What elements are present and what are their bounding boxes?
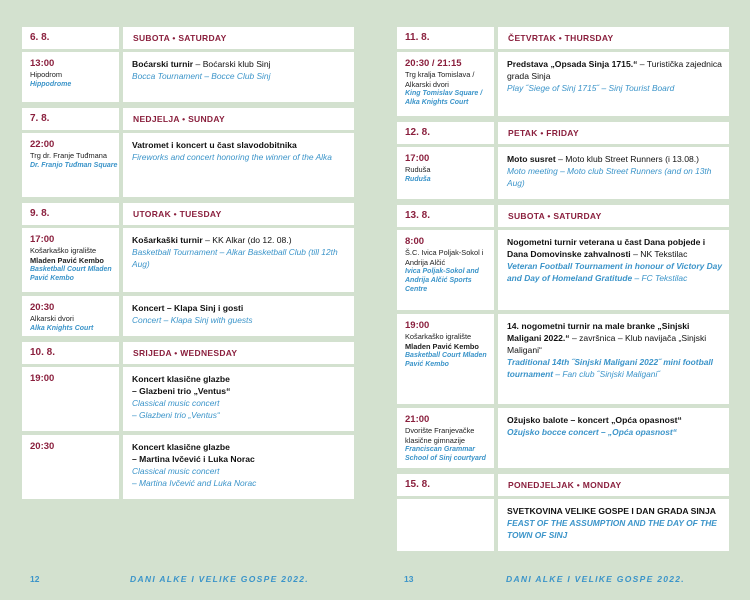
- event-when-where: [22, 435, 119, 499]
- event-row: [397, 52, 729, 116]
- day-name: UTORAK • TUESDAY: [123, 203, 354, 225]
- event-organizer-en: – Sinj Tourist Board: [599, 83, 675, 93]
- event-description: [498, 314, 729, 404]
- event-row: [397, 147, 729, 199]
- day-date: 12. 8.: [397, 122, 494, 144]
- footer-title: DANI ALKE I VELIKE GOSPE 2022.: [130, 574, 309, 584]
- event-time: 20:30: [30, 441, 55, 452]
- event-title-en: Traditional 14th ˝Sinjski Maligani 2022˝ mini football tournament: [507, 357, 714, 379]
- event-organizer-en: – FC Tekstilac: [632, 273, 688, 283]
- event-location: Hipodrom: [30, 70, 63, 79]
- event-when-where: [22, 52, 119, 102]
- event-organizer: – Turistička zajednica grada Sinja: [507, 59, 722, 81]
- event-when-where: [397, 499, 494, 551]
- event-location: Trg dr. Franje Tuđmana: [30, 151, 107, 160]
- event-time: 13:00: [30, 58, 55, 69]
- event-organizer: – Glazbeni trio „Ventus“: [132, 386, 231, 396]
- event-row: [22, 296, 354, 336]
- day-header: [397, 27, 729, 49]
- event-title-en: Fireworks and concert honoring the winner of the Alka: [132, 152, 332, 162]
- event-description: [498, 230, 729, 310]
- event-location: Alkarski dvori: [30, 314, 74, 323]
- event-time: 17:00: [405, 153, 430, 164]
- day-date: 7. 8.: [22, 108, 119, 130]
- event-title: Predstava „Opsada Sinja 1715.“: [507, 59, 638, 69]
- event-row: [22, 52, 354, 102]
- page-number: 13: [404, 574, 414, 584]
- day-name: PETAK • FRIDAY: [498, 122, 729, 144]
- day-name: SUBOTA • SATURDAY: [123, 27, 354, 49]
- event-time: 20:30 / 21:15: [405, 58, 462, 69]
- event-title: Koncert: [132, 303, 165, 313]
- event-time: 17:00: [30, 234, 55, 245]
- event-title: Nogometni turnir veterana u čast Dana pobjede i Dana Domovinske zahvalnosti: [507, 237, 706, 259]
- event-title: Koncert klasične glazbe: [132, 442, 230, 452]
- event-location: Košarkaško igralište: [405, 332, 472, 341]
- day-header: [22, 27, 354, 49]
- event-title: Košarkaški turnir: [132, 235, 203, 245]
- event-title-en: Play ˝Siege of Sinj 1715˝: [507, 83, 600, 93]
- event-organizer: – Martina Ivčević i Luka Norac: [132, 454, 255, 464]
- event-location-en: Hippodrome: [30, 80, 72, 88]
- event-row: [22, 228, 354, 292]
- event-organizer-en: – „Opća opasnost“: [598, 427, 677, 437]
- event-title: Ožujsko balote: [507, 415, 569, 425]
- event-description: [123, 296, 354, 336]
- event-row: [22, 133, 354, 197]
- event-organizer-en: – Alkar Basketball Club (till 12th Aug): [132, 247, 338, 269]
- event-organizer-en: – Glazbeni trio „Ventus“: [132, 410, 220, 420]
- event-description: [498, 52, 729, 116]
- event-description: [498, 408, 729, 468]
- left-page: [22, 27, 354, 503]
- day-header: [397, 122, 729, 144]
- event-row: [397, 314, 729, 404]
- event-row: [22, 435, 354, 499]
- page-number: 12: [30, 574, 40, 584]
- footer-right-title: [506, 574, 685, 584]
- event-location: Košarkaško igralište: [30, 246, 97, 255]
- event-row: [397, 499, 729, 551]
- event-title-en: Moto meeting: [507, 166, 558, 176]
- event-organizer: – Boćarski klub Sinj: [193, 59, 271, 69]
- event-description: [498, 147, 729, 199]
- event-time: 19:00: [30, 373, 55, 384]
- event-when-where: [397, 147, 494, 199]
- event-location: Trg kralja Tomislava / Alkarski dvori: [405, 70, 475, 89]
- footer-left: [30, 574, 39, 584]
- event-organizer-en: – Klapa Sinj with guests: [161, 315, 253, 325]
- event-time: 19:00: [405, 320, 430, 331]
- event-time: 22:00: [30, 139, 55, 150]
- day-date: 15. 8.: [397, 474, 494, 496]
- event-title: 14. nogometni turnir na male branke „Sinjski Maligani 2022.“: [507, 321, 690, 343]
- event-title: Koncert klasične glazbe: [132, 374, 230, 384]
- day-date: 11. 8.: [397, 27, 494, 49]
- event-location-en: Dr. Franjo Tuđman Square: [30, 161, 118, 169]
- event-when-where: [397, 230, 494, 310]
- event-title-en: Concert: [132, 315, 162, 325]
- event-organizer-en: – Fan club ˝Sinjski Maligani˝: [553, 369, 661, 379]
- event-location-en: Franciscan Grammar School of Sinj courtyard: [405, 446, 486, 462]
- day-date: 13. 8.: [397, 205, 494, 227]
- event-organizer: – NK Tekstilac: [630, 249, 688, 259]
- event-location: Š.C. Ivica Poljak-Sokol i Andrija Alčić: [405, 248, 484, 267]
- event-time: 8:00: [405, 236, 425, 247]
- day-name: PONEDJELJAK • MONDAY: [498, 474, 729, 496]
- event-when-where: [397, 408, 494, 468]
- event-organizer: – Moto klub Street Runners (i 13.08.): [555, 154, 700, 164]
- event-organizer: – Klapa Sinj i gosti: [164, 303, 244, 313]
- day-header: [22, 108, 354, 130]
- event-title: Boćarski turnir: [132, 59, 194, 69]
- event-location-name: Mladen Pavić Kembo: [30, 255, 104, 265]
- event-title-en: Basketball Tournament: [132, 247, 218, 257]
- event-location-en: King Tomislav Square / Alka Knights Court: [405, 90, 483, 106]
- day-date: 10. 8.: [22, 342, 119, 364]
- event-description: [123, 133, 354, 197]
- event-when-where: [22, 133, 119, 197]
- footer-right: [404, 574, 413, 584]
- event-description: [123, 435, 354, 499]
- day-name: SUBOTA • SATURDAY: [498, 205, 729, 227]
- event-time: 20:30: [30, 302, 55, 313]
- event-organizer: – završnica – Klub navijača „Sinjski Maligani“: [507, 333, 707, 355]
- event-title-en: Ožujsko bocce concert: [507, 427, 599, 437]
- day-date: 9. 8.: [22, 203, 119, 225]
- event-organizer: – KK Alkar (do 12. 08.): [202, 235, 292, 245]
- event-title-en: Classical music concert: [132, 466, 220, 476]
- day-header: [397, 205, 729, 227]
- event-location-en: Basketball Court Mladen Pavić Kembo: [30, 266, 112, 282]
- event-row: [22, 367, 354, 431]
- event-organizer: – koncert „Opća opasnost“: [568, 415, 682, 425]
- footer-left-title: [130, 574, 309, 584]
- event-when-where: [22, 367, 119, 431]
- event-description: [498, 499, 729, 551]
- footer-title: DANI ALKE I VELIKE GOSPE 2022.: [506, 574, 685, 584]
- event-title-en: Bocca Tournament: [132, 71, 202, 81]
- event-organizer-en: – Bocce Club Sinj: [202, 71, 271, 81]
- event-row: [397, 408, 729, 468]
- event-description: [123, 52, 354, 102]
- day-date: 6. 8.: [22, 27, 119, 49]
- event-description: [123, 228, 354, 292]
- event-location-name: Mladen Pavić Kembo: [405, 341, 479, 351]
- event-location: Ruduša: [405, 165, 431, 174]
- day-header: [397, 474, 729, 496]
- event-when-where: [22, 228, 119, 292]
- event-title-en: Classical music concert: [132, 398, 220, 408]
- event-when-where: [397, 52, 494, 116]
- event-location-en: Ruduša: [405, 175, 431, 183]
- day-header: [22, 342, 354, 364]
- event-title: Moto susret: [507, 154, 556, 164]
- right-page: [397, 27, 729, 555]
- event-description: [123, 367, 354, 431]
- day-name: NEDJELJA • SUNDAY: [123, 108, 354, 130]
- event-time: 21:00: [405, 414, 430, 425]
- event-location-en: Ivica Poljak-Sokol and Andrija Alčić Sports Centre: [405, 268, 479, 293]
- event-title: SVETKOVINA VELIKE GOSPE I DAN GRADA SINJA: [507, 506, 716, 516]
- event-title-en: Veteran Football Tournament in honour of Victory Day and Day of Homeland Gratitude: [507, 261, 722, 283]
- event-organizer-en: – Moto club Street Runners (and on 13th Aug): [507, 166, 712, 188]
- event-location-en: Alka Knights Court: [30, 324, 94, 332]
- event-organizer-en: – Martina Ivčević and Luka Norac: [132, 478, 257, 488]
- day-name: ČETVRTAK • THURSDAY: [498, 27, 729, 49]
- event-location-en: Basketball Court Mladen Pavić Kembo: [405, 352, 487, 368]
- day-name: SRIJEDA • WEDNESDAY: [123, 342, 354, 364]
- event-when-where: [397, 314, 494, 404]
- event-location: Dvorište Franjevačke klasične gimnazije: [405, 426, 475, 445]
- event-row: [397, 230, 729, 310]
- event-title-en: FEAST OF THE ASSUMPTION AND THE DAY OF THE TOWN OF SINJ: [507, 518, 717, 540]
- event-when-where: [22, 296, 119, 336]
- event-title: Vatromet i koncert u čast slavodobitnika: [132, 140, 297, 150]
- day-header: [22, 203, 354, 225]
